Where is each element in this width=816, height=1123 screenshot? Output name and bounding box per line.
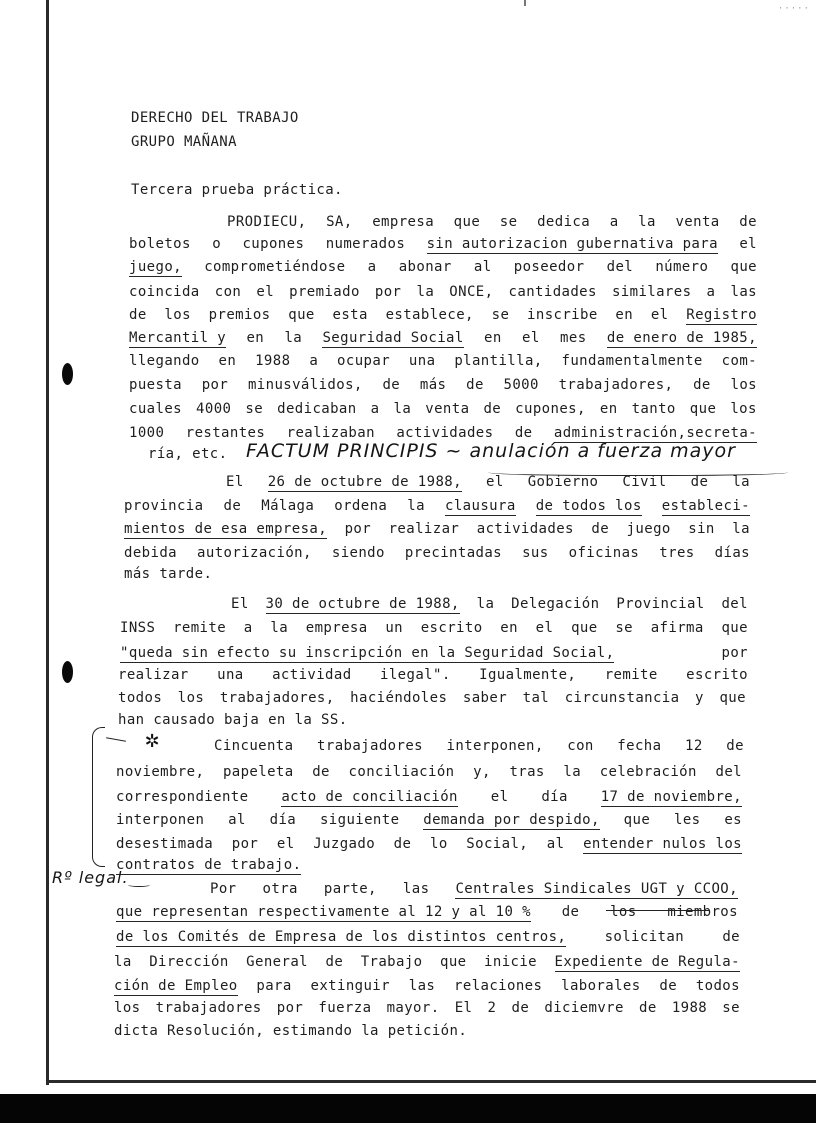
word: 1988 bbox=[671, 1000, 708, 1016]
text-line bbox=[129, 236, 757, 254]
text-line bbox=[124, 545, 750, 561]
word: dedica bbox=[537, 214, 591, 230]
word: días bbox=[714, 545, 750, 561]
word: precintadas bbox=[404, 545, 503, 561]
word: el bbox=[739, 236, 757, 252]
word: INSS bbox=[120, 620, 156, 636]
word: Provincial bbox=[616, 596, 705, 612]
word: restantes bbox=[185, 425, 266, 441]
word: cupones, bbox=[515, 401, 586, 417]
text-line bbox=[148, 446, 227, 462]
word: trabajadores, bbox=[219, 690, 335, 706]
word: que bbox=[719, 690, 746, 706]
word: plantilla, bbox=[454, 353, 543, 369]
punch-hole bbox=[62, 363, 73, 385]
word: escrito bbox=[420, 620, 483, 636]
word: remite bbox=[604, 667, 658, 683]
word: ilegal". bbox=[380, 667, 451, 683]
underlined-phrase: ción de Empleo bbox=[114, 978, 238, 994]
word: similares bbox=[611, 284, 692, 300]
word: minusválidos, bbox=[247, 377, 363, 393]
word: papeleta bbox=[222, 764, 294, 780]
page-left-edge-line bbox=[46, 0, 49, 1085]
word: a bbox=[309, 353, 319, 369]
word: el bbox=[486, 474, 504, 490]
text-line bbox=[120, 645, 748, 663]
word: tanto bbox=[631, 401, 676, 417]
word: la bbox=[563, 764, 582, 780]
word: miembros bbox=[667, 904, 738, 920]
word: realizar bbox=[388, 521, 460, 537]
word: las bbox=[408, 978, 436, 994]
text-line bbox=[114, 954, 740, 972]
underlined-phrase: Expediente de Regula- bbox=[554, 954, 740, 970]
word: del bbox=[606, 259, 634, 275]
word: de bbox=[726, 738, 744, 754]
margin-note: Rº legal. bbox=[52, 868, 129, 887]
word: la bbox=[732, 474, 750, 490]
word: haciéndoles bbox=[350, 690, 448, 706]
word: número bbox=[655, 259, 709, 275]
word: de bbox=[561, 904, 580, 920]
word: el bbox=[650, 307, 669, 323]
text-line bbox=[114, 1023, 467, 1039]
word: 1000 bbox=[129, 425, 165, 441]
word: todos bbox=[695, 978, 740, 994]
word: debida bbox=[124, 545, 177, 561]
word: que bbox=[721, 620, 748, 636]
word: 2 bbox=[487, 1000, 497, 1016]
word: a bbox=[370, 401, 380, 417]
word: diciemvre bbox=[544, 1000, 624, 1016]
word: se bbox=[499, 214, 518, 230]
word: 5000 bbox=[503, 377, 539, 393]
underlined-phrase: estableci- bbox=[661, 498, 750, 514]
word: de bbox=[393, 836, 412, 852]
word: las bbox=[730, 284, 757, 300]
word: cantidades bbox=[508, 284, 597, 300]
word: del bbox=[721, 596, 748, 612]
underlined-phrase: Registro bbox=[686, 307, 757, 323]
word: noviembre, bbox=[116, 764, 205, 780]
word: de bbox=[739, 214, 757, 230]
word: a bbox=[367, 259, 377, 275]
word: por bbox=[276, 1000, 304, 1016]
word: Málaga bbox=[261, 498, 315, 514]
word: de bbox=[514, 425, 533, 441]
scan-mark bbox=[524, 0, 526, 6]
word: al bbox=[228, 812, 246, 828]
scan-bottom-band bbox=[0, 1094, 816, 1123]
word: conciliación bbox=[348, 764, 455, 780]
underlined-phrase: que representan respectivamente al 12 y al 10 % bbox=[116, 904, 531, 920]
word: establece, bbox=[385, 307, 474, 323]
text-line bbox=[116, 789, 742, 807]
word: realizar bbox=[118, 667, 189, 683]
text-line bbox=[124, 521, 750, 539]
word: la bbox=[638, 214, 656, 230]
word: solicitan bbox=[604, 929, 685, 945]
word: circunstancia bbox=[564, 690, 680, 706]
word: realizaban bbox=[286, 425, 375, 441]
word: de bbox=[223, 498, 242, 514]
word: Cincuenta bbox=[214, 738, 294, 754]
word: ocupar bbox=[337, 353, 391, 369]
text-line bbox=[116, 764, 742, 780]
word: Delegación bbox=[511, 596, 600, 612]
word: al bbox=[473, 259, 492, 275]
word: coincida bbox=[129, 284, 200, 300]
word: un bbox=[385, 620, 403, 636]
word: el bbox=[535, 620, 554, 636]
text-line bbox=[226, 474, 750, 492]
word: las bbox=[402, 881, 430, 897]
word: parte, bbox=[323, 881, 377, 897]
word: actividades bbox=[476, 521, 574, 537]
word: en bbox=[246, 330, 265, 346]
word: en bbox=[615, 307, 634, 323]
punch-hole bbox=[62, 661, 73, 683]
word: llegando bbox=[129, 353, 200, 369]
word: oficinas bbox=[568, 545, 640, 561]
word: los bbox=[610, 904, 637, 920]
underlined-phrase: Mercantil y bbox=[129, 330, 227, 346]
word: trabajadores, bbox=[558, 377, 674, 393]
word: se bbox=[491, 307, 510, 323]
text-line bbox=[118, 690, 746, 706]
word: mes bbox=[560, 330, 587, 346]
word: tras bbox=[509, 764, 545, 780]
text-line bbox=[129, 307, 757, 325]
word: por bbox=[374, 284, 402, 300]
word: relaciones bbox=[454, 978, 543, 994]
word: es bbox=[724, 812, 742, 828]
word: lo bbox=[429, 836, 448, 852]
underlined-phrase: acto de conciliación bbox=[281, 789, 458, 805]
word: los bbox=[730, 377, 757, 393]
word: se bbox=[245, 401, 264, 417]
word: Gobierno bbox=[527, 474, 599, 490]
word: comprometiéndose bbox=[204, 259, 346, 275]
underlined-phrase: de enero de 1985, bbox=[606, 330, 757, 346]
word: autorización, bbox=[197, 545, 312, 561]
word: en bbox=[500, 620, 518, 636]
word: de bbox=[659, 978, 678, 994]
word: cuales bbox=[129, 401, 182, 417]
text-line bbox=[129, 401, 757, 417]
word: actividades bbox=[396, 425, 494, 441]
word: trabajadores bbox=[317, 738, 423, 754]
text-line bbox=[116, 857, 301, 873]
word: SA, bbox=[326, 214, 353, 230]
word: que bbox=[440, 954, 467, 970]
word: otra bbox=[262, 881, 298, 897]
word: por bbox=[201, 377, 229, 393]
word: de bbox=[690, 474, 709, 490]
word: de bbox=[325, 954, 344, 970]
word: de bbox=[483, 401, 502, 417]
word: venta bbox=[425, 401, 470, 417]
word: al bbox=[546, 836, 565, 852]
word: El bbox=[454, 1000, 473, 1016]
word: inscribe bbox=[527, 307, 598, 323]
word: para bbox=[256, 978, 292, 994]
word: 1988 bbox=[255, 353, 291, 369]
word: a bbox=[609, 214, 619, 230]
word: de bbox=[466, 377, 484, 393]
word: que bbox=[453, 214, 481, 230]
word: sin bbox=[688, 521, 715, 537]
word: Civil bbox=[622, 474, 667, 490]
word: les bbox=[673, 812, 701, 828]
word: los bbox=[177, 690, 205, 706]
group-heading: GRUPO MAÑANA bbox=[131, 134, 237, 150]
word: la bbox=[416, 284, 435, 300]
underlined-phrase: Centrales Sindicales UGT y CCOO, bbox=[455, 881, 738, 897]
word: más tarde. bbox=[124, 566, 213, 582]
word: afirma bbox=[650, 620, 704, 636]
asterisk-mark-icon: ✲ bbox=[145, 725, 160, 753]
word: el bbox=[522, 330, 540, 346]
word: a bbox=[243, 620, 253, 636]
underlined-phrase: juego, bbox=[129, 259, 182, 275]
word: remite bbox=[173, 620, 227, 636]
word: y bbox=[695, 690, 704, 706]
word: fecha bbox=[617, 738, 662, 754]
word: Por bbox=[210, 881, 237, 897]
word: el bbox=[256, 284, 275, 300]
word: dedicaban bbox=[277, 401, 357, 417]
word: de bbox=[312, 764, 330, 780]
text-line bbox=[227, 214, 757, 230]
word: siguiente bbox=[319, 812, 400, 828]
handwritten-note: FACTUM PRINCIPIS ~ anulación a fuerza mayor bbox=[246, 440, 736, 462]
underlined-phrase: entender nulos los bbox=[583, 836, 742, 852]
underlined-phrase: "queda sin efecto su inscripción en la Seguridad Social, bbox=[120, 645, 615, 661]
underlined-phrase: Seguridad Social bbox=[322, 330, 464, 346]
word: ría, etc. bbox=[148, 446, 228, 462]
word: desestimada bbox=[116, 836, 214, 852]
word: en bbox=[599, 401, 618, 417]
word: trabajadores bbox=[155, 1000, 262, 1016]
word: interponen, bbox=[446, 738, 544, 754]
word: ordena bbox=[334, 498, 388, 514]
word: la bbox=[270, 620, 289, 636]
word: celebración bbox=[599, 764, 697, 780]
underlined-phrase: contratos de trabajo. bbox=[116, 857, 302, 873]
word: extinguir bbox=[310, 978, 390, 994]
word: de bbox=[129, 307, 147, 323]
word: día bbox=[541, 789, 568, 805]
word: premiado bbox=[289, 284, 360, 300]
word: PRODIECU, bbox=[227, 214, 307, 230]
word: El bbox=[231, 596, 249, 612]
text-line bbox=[129, 330, 757, 348]
word: o bbox=[212, 236, 222, 252]
word: con bbox=[214, 284, 242, 300]
word: inicie bbox=[484, 954, 538, 970]
text-line bbox=[114, 978, 740, 996]
exercise-title: Tercera prueba práctica. bbox=[131, 182, 343, 198]
word: de bbox=[722, 929, 740, 945]
word: la bbox=[476, 596, 495, 612]
word: Dirección bbox=[149, 954, 229, 970]
word: venta bbox=[675, 214, 720, 230]
word: con bbox=[567, 738, 594, 754]
word: de bbox=[693, 377, 711, 393]
word: todos bbox=[118, 690, 163, 706]
text-line bbox=[210, 881, 738, 899]
handwritten-underline bbox=[488, 467, 788, 476]
word: se bbox=[615, 620, 633, 636]
text-line bbox=[116, 836, 742, 854]
word: que bbox=[689, 401, 717, 417]
word: Trabajo bbox=[360, 954, 423, 970]
margin-squiggle bbox=[128, 883, 150, 887]
text-line bbox=[118, 667, 748, 683]
word: que bbox=[288, 307, 315, 323]
course-heading: DERECHO DEL TRABAJO bbox=[131, 110, 299, 126]
text-line bbox=[124, 566, 212, 582]
word: siendo bbox=[331, 545, 385, 561]
text-line bbox=[231, 596, 748, 614]
word: interponen bbox=[116, 812, 205, 828]
word: numerados bbox=[325, 236, 406, 252]
word: a bbox=[706, 284, 716, 300]
word: tal bbox=[522, 690, 550, 706]
word: por bbox=[231, 836, 259, 852]
word: provincia bbox=[124, 498, 204, 514]
word: tres bbox=[659, 545, 695, 561]
word: la bbox=[114, 954, 132, 970]
word: saber bbox=[462, 690, 508, 706]
word: la bbox=[284, 330, 303, 346]
word: la bbox=[393, 401, 412, 417]
word: en bbox=[218, 353, 237, 369]
text-line bbox=[129, 284, 757, 300]
text-line bbox=[129, 353, 757, 369]
word: escrito bbox=[686, 667, 748, 683]
word: fuerza bbox=[318, 1000, 372, 1016]
scan-artifact: ····· bbox=[777, 4, 810, 14]
underlined-phrase: de los Comités de Empresa de los distintos centros, bbox=[116, 929, 567, 945]
word: que bbox=[730, 259, 757, 275]
word: por bbox=[344, 521, 372, 537]
underlined-phrase: demanda por despido, bbox=[423, 812, 600, 828]
word: se bbox=[722, 1000, 740, 1016]
word: laborales bbox=[561, 978, 641, 994]
word: Juzgado bbox=[313, 836, 376, 852]
underlined-phrase: mientos de esa empresa, bbox=[124, 521, 328, 537]
underlined-phrase: 30 de octubre de 1988, bbox=[265, 596, 460, 612]
word: los bbox=[114, 1000, 141, 1016]
word: premios bbox=[208, 307, 271, 323]
margin-bracket bbox=[92, 727, 105, 867]
text-line bbox=[120, 620, 748, 636]
word: la bbox=[732, 521, 750, 537]
text-line bbox=[124, 498, 750, 516]
word: de bbox=[382, 377, 401, 393]
word: que bbox=[623, 812, 651, 828]
word: General bbox=[246, 954, 308, 970]
word: empresa bbox=[305, 620, 368, 636]
word: fundamentalmente bbox=[561, 353, 703, 369]
word: actividad bbox=[272, 667, 352, 683]
word: empresa bbox=[372, 214, 435, 230]
word: el bbox=[490, 789, 509, 805]
word: de bbox=[638, 1000, 657, 1016]
word: esta bbox=[332, 307, 368, 323]
word: más bbox=[419, 377, 447, 393]
underlined-phrase: 26 de octubre de 1988, bbox=[267, 474, 462, 490]
text-line bbox=[116, 812, 742, 830]
page-bottom-rule bbox=[46, 1080, 816, 1083]
word: correspondiente bbox=[116, 789, 249, 805]
word: en bbox=[484, 330, 502, 346]
word: mayor. bbox=[386, 1000, 440, 1016]
word: los bbox=[164, 307, 191, 323]
word: la bbox=[407, 498, 425, 514]
word: 12 bbox=[685, 738, 703, 754]
word: Social, bbox=[466, 836, 529, 852]
word: por bbox=[721, 645, 748, 661]
word: poseedor bbox=[513, 259, 585, 275]
word: 4000 bbox=[196, 401, 232, 417]
handwritten-underline bbox=[606, 904, 710, 911]
word: el bbox=[276, 836, 295, 852]
word: dicta Resolución, estimando la petición. bbox=[114, 1023, 468, 1039]
underlined-phrase: administración,secreta- bbox=[553, 425, 757, 441]
text-line bbox=[129, 259, 757, 277]
word: los bbox=[730, 401, 757, 417]
word: del bbox=[715, 764, 742, 780]
word: y, bbox=[473, 764, 491, 780]
word: ONCE, bbox=[449, 284, 494, 300]
underlined-phrase: sin autorizacion gubernativa para bbox=[426, 236, 718, 252]
text-line bbox=[114, 1000, 740, 1016]
word: que bbox=[571, 620, 598, 636]
bracket-tick bbox=[106, 737, 126, 741]
word: boletos bbox=[129, 236, 191, 252]
word: de bbox=[591, 521, 610, 537]
underlined-phrase: clausura bbox=[445, 498, 516, 514]
word: El bbox=[226, 474, 244, 490]
word: puesta bbox=[129, 377, 182, 393]
word: han causado baja en la SS. bbox=[118, 712, 348, 728]
underlined-phrase: 17 de noviembre, bbox=[600, 789, 742, 805]
word: abonar bbox=[398, 259, 452, 275]
text-line bbox=[116, 929, 740, 947]
word: sus bbox=[522, 545, 549, 561]
word: de bbox=[511, 1000, 530, 1016]
underlined-phrase: de todos los bbox=[535, 498, 642, 514]
word: com- bbox=[721, 353, 757, 369]
word: Igualmente, bbox=[479, 667, 577, 683]
word: día bbox=[269, 812, 297, 828]
word: una bbox=[408, 353, 436, 369]
word: juego bbox=[626, 521, 671, 537]
word: una bbox=[217, 667, 244, 683]
word: cupones bbox=[242, 236, 305, 252]
text-line bbox=[129, 377, 757, 393]
text-line bbox=[214, 738, 744, 754]
